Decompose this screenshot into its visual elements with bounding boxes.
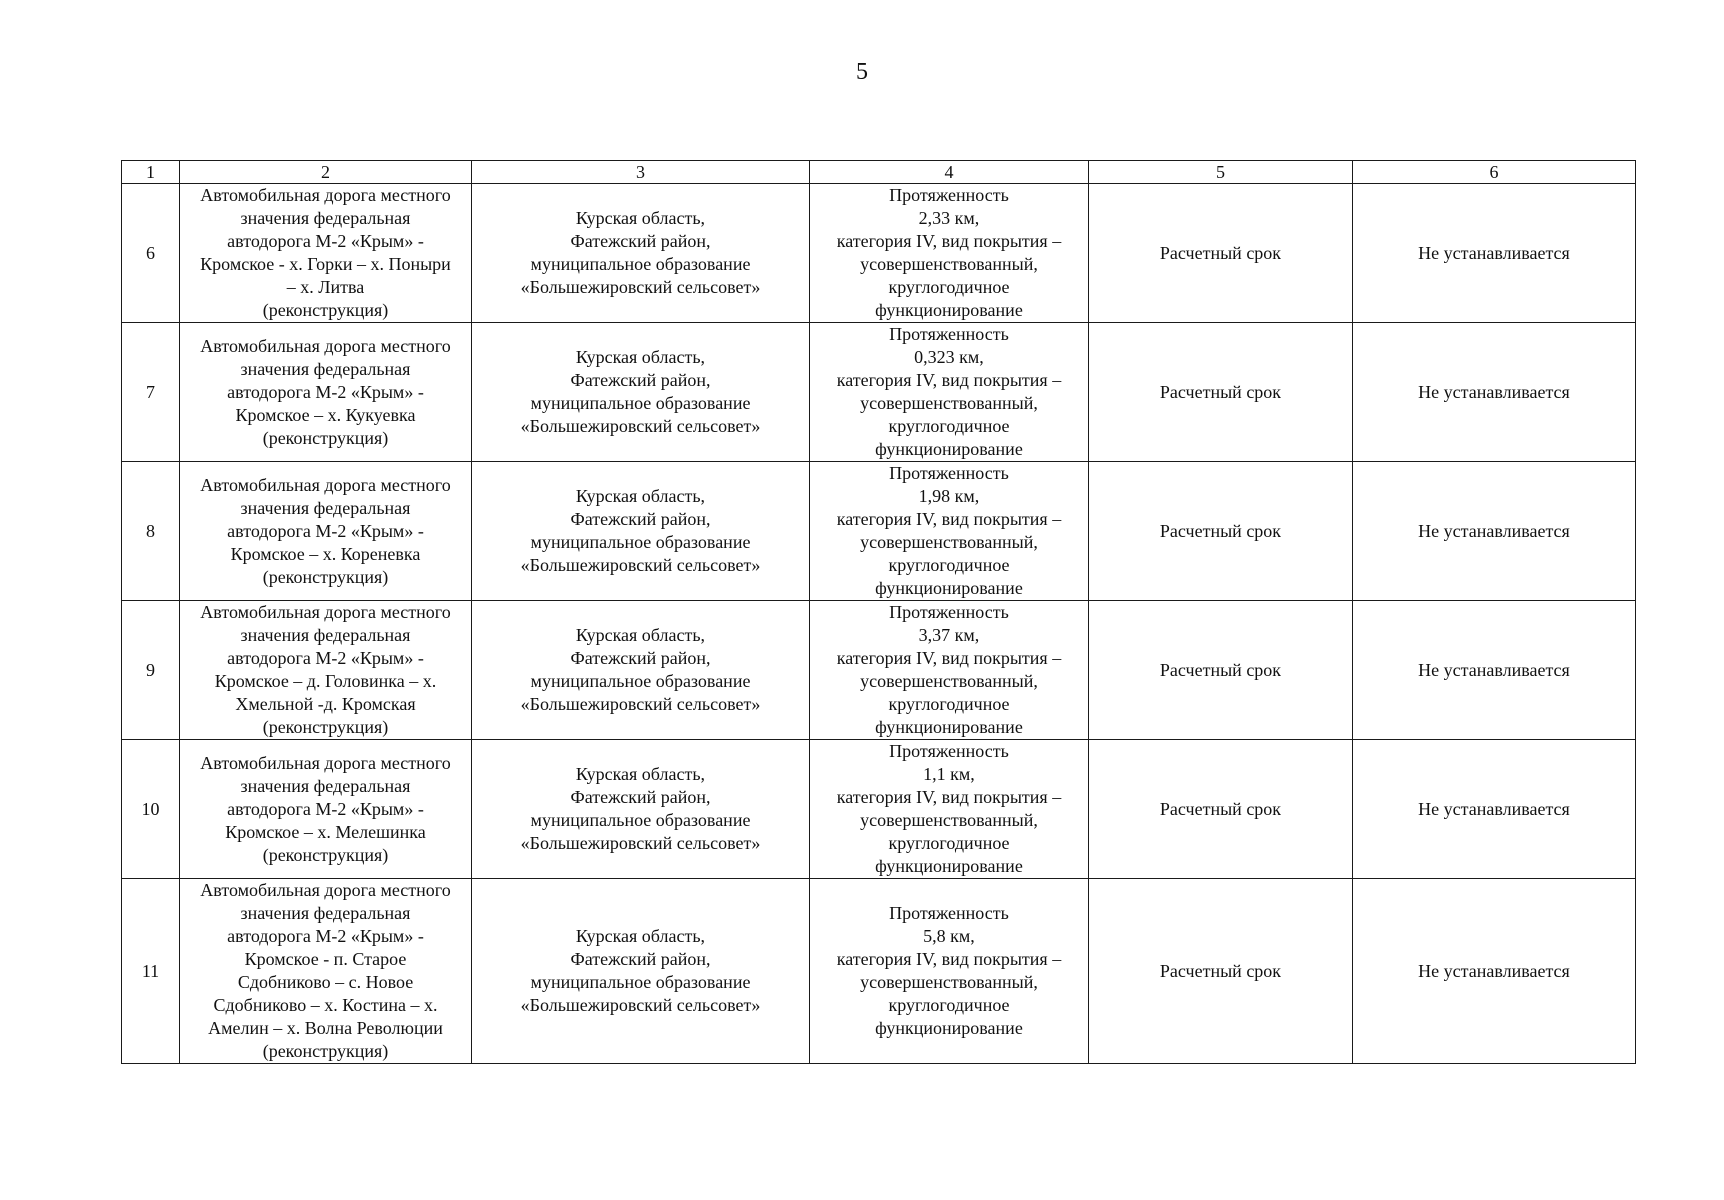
characteristics-line: категория IV, вид покрытия – xyxy=(836,509,1062,529)
characteristics-line: 1,98 км, xyxy=(918,486,980,506)
table-row xyxy=(122,184,1636,323)
term-cell: Расчетный срок xyxy=(1089,601,1353,740)
characteristics-line: круглогодичное xyxy=(888,555,1010,575)
road-name-line: Автомобильная дорога местного xyxy=(200,602,451,622)
road-name-line: автодорога М-2 «Крым» - xyxy=(227,520,424,541)
road-name-cell xyxy=(180,323,472,462)
header-col-2: 2 xyxy=(180,161,472,184)
characteristics-line: функционирование xyxy=(875,300,1023,320)
row-number: 7 xyxy=(122,323,180,462)
table-row xyxy=(122,601,1636,740)
road-name-line: Кромское – х. Кореневка xyxy=(230,543,421,564)
road-name-line: Кромское - п. Старое xyxy=(244,949,407,969)
location-line: «Большежировский сельсовет» xyxy=(520,555,761,575)
table-row xyxy=(122,462,1636,601)
road-name-line: (реконструкция) xyxy=(262,717,389,737)
zone-cell: Не устанавливается xyxy=(1353,740,1636,879)
characteristics-line: функционирование xyxy=(875,1018,1023,1038)
characteristics-cell xyxy=(810,879,1089,1064)
location-line: Фатежский район, xyxy=(570,370,711,390)
row-number: 10 xyxy=(122,740,180,879)
characteristics-line: категория IV, вид покрытия – xyxy=(836,648,1062,668)
location-line: Фатежский район, xyxy=(570,509,711,529)
table-header xyxy=(122,161,1636,184)
road-name-line: автодорога М-2 «Крым» - xyxy=(227,648,424,668)
characteristics-line: функционирование xyxy=(875,856,1023,876)
characteristics-line: круглогодичное xyxy=(888,995,1010,1015)
location-line: Курская область, xyxy=(575,208,706,228)
header-col-3: 3 xyxy=(472,161,810,184)
road-name-line: Автомобильная дорога местного xyxy=(200,335,451,356)
road-name-line: Автомобильная дорога местного xyxy=(200,185,451,205)
characteristics-line: Протяженность xyxy=(889,463,1009,483)
page-number: 5 xyxy=(856,59,868,85)
location-line: муниципальное образование xyxy=(530,532,751,552)
row-number: 8 xyxy=(122,462,180,601)
road-name-line: Сдобниково – с. Новое xyxy=(237,972,414,992)
characteristics-line: 2,33 км, xyxy=(918,208,980,228)
characteristics-line: усовершенствованный, xyxy=(860,671,1038,691)
roads-table xyxy=(121,160,1636,1064)
location-line: «Большежировский сельсовет» xyxy=(520,277,761,297)
location-line: муниципальное образование xyxy=(530,972,751,992)
location-line: муниципальное образование xyxy=(530,810,751,830)
characteristics-line: категория IV, вид покрытия – xyxy=(836,370,1062,390)
location-line: Курская область, xyxy=(575,764,706,784)
road-name-line: (реконструкция) xyxy=(262,1041,389,1061)
characteristics-line: Протяженность xyxy=(889,741,1009,761)
location-line: «Большежировский сельсовет» xyxy=(520,995,761,1015)
location-line: Курская область, xyxy=(575,926,706,946)
location-cell xyxy=(472,879,810,1064)
characteristics-line: круглогодичное xyxy=(888,277,1010,297)
road-name-line: значения федеральная xyxy=(240,497,411,518)
road-name-line: значения федеральная xyxy=(240,775,411,796)
characteristics-cell xyxy=(810,601,1089,740)
zone-cell: Не устанавливается xyxy=(1353,323,1636,462)
header-col-5: 5 xyxy=(1089,161,1353,184)
term-cell: Расчетный срок xyxy=(1089,184,1353,323)
characteristics-line: круглогодичное xyxy=(888,694,1010,714)
road-name-line: Кромское – х. Мелешинка xyxy=(225,821,426,842)
characteristics-line: Протяженность xyxy=(889,185,1009,205)
location-line: Фатежский район, xyxy=(570,787,711,807)
characteristics-line: 5,8 км, xyxy=(923,926,975,946)
road-name-cell xyxy=(180,879,472,1064)
term-cell: Расчетный срок xyxy=(1089,462,1353,601)
characteristics-line: 0,323 км, xyxy=(914,347,984,367)
location-cell xyxy=(472,462,810,601)
road-name-line: значения федеральная xyxy=(240,358,411,379)
characteristics-line: категория IV, вид покрытия – xyxy=(836,231,1062,251)
road-name-line: Амелин – х. Волна Революции xyxy=(208,1018,443,1038)
location-line: муниципальное образование xyxy=(530,254,751,274)
header-row xyxy=(122,161,1636,184)
characteristics-line: функционирование xyxy=(875,717,1023,737)
road-name-line: значения федеральная xyxy=(240,625,411,645)
location-cell xyxy=(472,601,810,740)
location-line: Курская область, xyxy=(575,625,706,645)
location-line: «Большежировский сельсовет» xyxy=(520,833,761,853)
road-name-line: автодорога М-2 «Крым» - xyxy=(227,798,424,819)
characteristics-line: категория IV, вид покрытия – xyxy=(836,787,1062,807)
location-line: муниципальное образование xyxy=(530,671,751,691)
table-body xyxy=(122,184,1636,1064)
term-cell: Расчетный срок xyxy=(1089,323,1353,462)
road-name-line: автодорога М-2 «Крым» - xyxy=(227,231,424,251)
road-name-line: значения федеральная xyxy=(240,903,411,923)
location-line: «Большежировский сельсовет» xyxy=(520,416,761,436)
characteristics-cell xyxy=(810,323,1089,462)
header-col-1: 1 xyxy=(122,161,180,184)
road-name-cell xyxy=(180,601,472,740)
zone-cell: Не устанавливается xyxy=(1353,879,1636,1064)
location-line: Курская область, xyxy=(575,347,706,367)
location-cell xyxy=(472,740,810,879)
characteristics-line: функционирование xyxy=(875,439,1023,459)
location-line: Фатежский район, xyxy=(570,231,711,251)
location-cell xyxy=(472,323,810,462)
row-number: 11 xyxy=(122,879,180,1064)
term-cell: Расчетный срок xyxy=(1089,740,1353,879)
zone-cell: Не устанавливается xyxy=(1353,184,1636,323)
location-line: Курская область, xyxy=(575,486,706,506)
table-row xyxy=(122,740,1636,879)
characteristics-line: Протяженность xyxy=(889,903,1009,923)
road-name-line: Кромское – х. Кукуевка xyxy=(235,404,416,425)
road-name-line: Автомобильная дорога местного xyxy=(200,474,451,495)
characteristics-line: усовершенствованный, xyxy=(860,254,1038,274)
zone-cell: Не устанавливается xyxy=(1353,601,1636,740)
characteristics-line: категория IV, вид покрытия – xyxy=(836,949,1062,969)
characteristics-line: Протяженность xyxy=(889,324,1009,344)
characteristics-line: усовершенствованный, xyxy=(860,972,1038,992)
characteristics-line: 3,37 км, xyxy=(918,625,980,645)
road-name-line: Автомобильная дорога местного xyxy=(200,880,451,900)
road-name-line: Сдобниково – х. Костина – х. xyxy=(213,995,438,1015)
row-number: 9 xyxy=(122,601,180,740)
term-cell: Расчетный срок xyxy=(1089,879,1353,1064)
header-col-6: 6 xyxy=(1353,161,1636,184)
header-col-4: 4 xyxy=(810,161,1089,184)
road-name-cell xyxy=(180,462,472,601)
characteristics-cell xyxy=(810,740,1089,879)
road-name-line: (реконструкция) xyxy=(262,300,389,320)
road-name-line: Кромское - х. Горки – х. Поныри xyxy=(200,254,451,274)
location-line: муниципальное образование xyxy=(530,393,751,413)
row-number: 6 xyxy=(122,184,180,323)
road-name-line: Автомобильная дорога местного xyxy=(200,752,451,773)
characteristics-line: усовершенствованный, xyxy=(860,810,1038,830)
location-line: Фатежский район, xyxy=(570,648,711,668)
location-cell xyxy=(472,184,810,323)
road-name-line: значения федеральная xyxy=(240,208,411,228)
road-name-cell xyxy=(180,184,472,323)
characteristics-cell xyxy=(810,462,1089,601)
characteristics-line: 1,1 км, xyxy=(923,764,975,784)
road-name-line: – х. Литва xyxy=(286,277,365,297)
road-name-cell xyxy=(180,740,472,879)
zone-cell: Не устанавливается xyxy=(1353,462,1636,601)
characteristics-line: усовершенствованный, xyxy=(860,393,1038,413)
road-name-line: автодорога М-2 «Крым» - xyxy=(227,381,424,402)
table-row xyxy=(122,323,1636,462)
characteristics-line: круглогодичное xyxy=(888,833,1010,853)
road-name-line: (реконструкция) xyxy=(262,566,389,587)
road-name-line: Хмельной -д. Кромская xyxy=(235,694,416,714)
table-row xyxy=(122,879,1636,1064)
location-line: Фатежский район, xyxy=(570,949,711,969)
characteristics-cell xyxy=(810,184,1089,323)
characteristics-line: Протяженность xyxy=(889,602,1009,622)
characteristics-line: функционирование xyxy=(875,578,1023,598)
location-line: «Большежировский сельсовет» xyxy=(520,694,761,714)
road-name-line: (реконструкция) xyxy=(262,427,389,448)
road-name-line: Кромское – д. Головинка – х. xyxy=(214,671,437,691)
road-name-line: автодорога М-2 «Крым» - xyxy=(227,926,424,946)
characteristics-line: круглогодичное xyxy=(888,416,1010,436)
characteristics-line: усовершенствованный, xyxy=(860,532,1038,552)
road-name-line: (реконструкция) xyxy=(262,844,389,865)
